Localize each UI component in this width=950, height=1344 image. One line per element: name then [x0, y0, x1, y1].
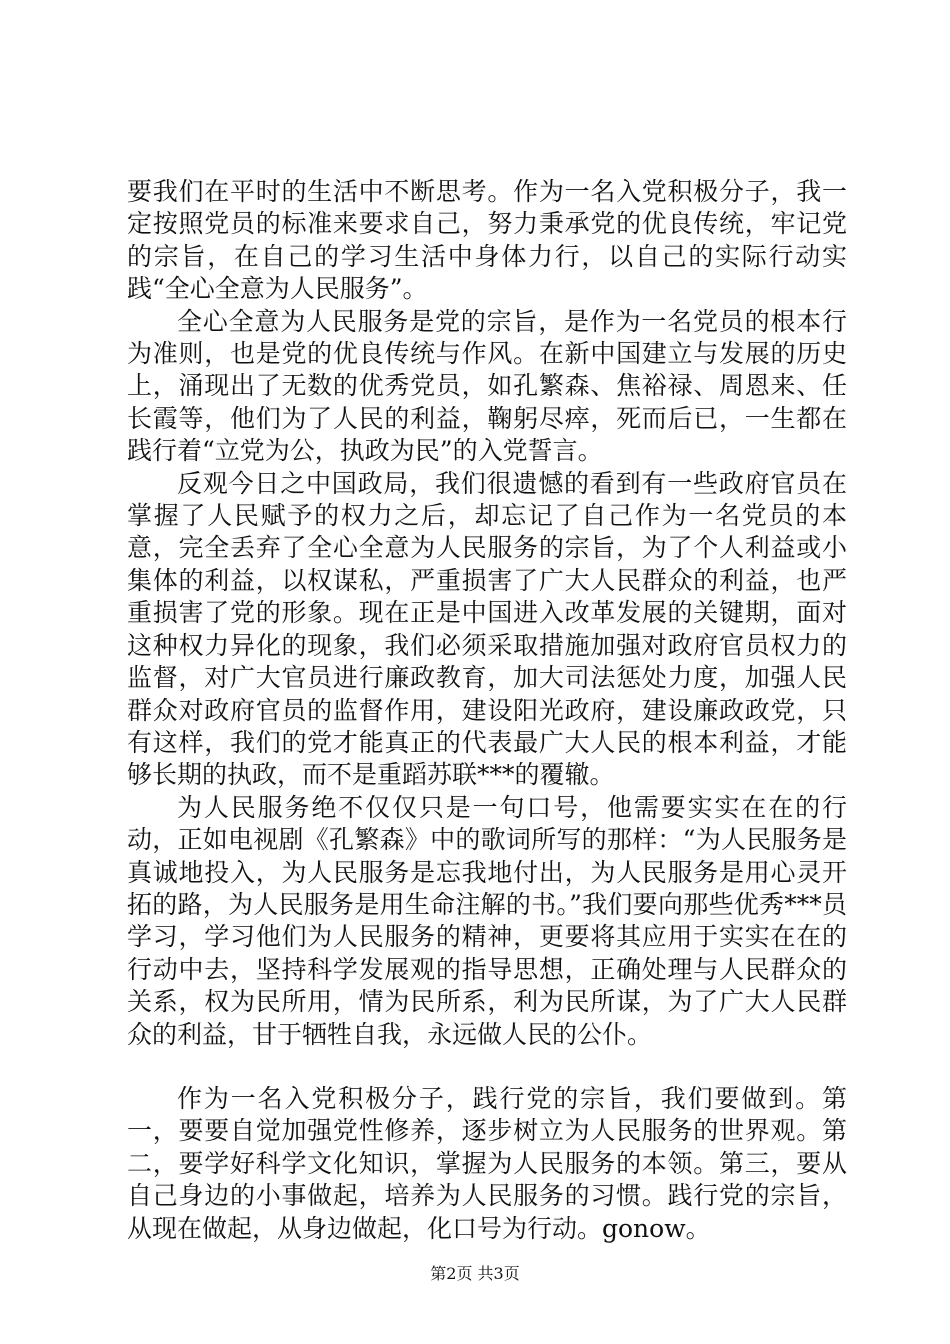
page-footer: 第2页 共3页: [430, 1264, 520, 1283]
paragraph-1: 要我们在平时的生活中不断思考。作为一名入党积极分子，我一定按照党员的标准来要求自己，努力秉承党的优良传统，牢记党的宗旨，在自己的学习生活中身体力行，以自己的实际行动实践“全心全意为人民服务”。: [127, 177, 847, 304]
paragraph-5: 作为一名入党积极分子，践行党的宗旨，我们要做到。第一，要要自觉加强党性修养，逐步树立为人民服务的世界观。第二，要学好科学文化知识，掌握为人民服务的本领。第三，要从自己身边的小事做起，培养为人民服务的习惯。践行党的宗旨，从现在做起，从身边做起，化口号为行动。gonow。: [127, 1083, 847, 1243]
paragraph-2: 全心全意为人民服务是党的宗旨，是作为一名党员的根本行为准则，也是党的优良传统与作风。在新中国建立与发展的历史上，涌现出了无数的优秀党员，如孔繁森、焦裕禄、周恩来、任长霞等，他们为了人民的利益，鞠躬尽瘁，死而后已，一生都在践行着“立党为公，执政为民”的入党誓言。: [127, 306, 847, 466]
paragraph-3: 反观今日之中国政局，我们很遗憾的看到有一些政府官员在掌握了人民赋予的权力之后，却忘记了自己作为一名党员的本意，完全丢弃了全心全意为人民服务的宗旨，为了个人利益或小集体的利益，以权谋私，严重损害了广大人民群众的利益，也严重损害了党的形象。现在正是中国进入改革发展的关键期，面对这种权力异化的现象，我们必须采取措施加强对政府官员权力的监督，对广大官员进行廉政教育，加大司法惩处力度，加强人民群众对政府官员的监督作用，建设阳光政府，建设廉政政党，只有这样，我们的党才能真正的代表最广大人民的根本利益，才能够长期的执政，而不是重蹈苏联***的覆辙。: [127, 468, 847, 790]
document-body: [127, 176, 847, 1245]
paragraph-4: 为人民服务绝不仅仅只是一句口号，他需要实实在在的行动，正如电视剧《孔繁森》中的歌词所写的那样：“为人民服务是真诚地投入，为人民服务是忘我地付出，为人民服务是用心灵开拓的路，为人民服务是用生命注解的书。”我们要向那些优秀***员学习，学习他们为人民服务的精神，更要将其应用于实实在在的行动中去，坚持科学发展观的指导思想，正确处理与人民群众的关系，权为民所用，情为民所系，利为民所谋，为了广大人民群众的利益，甘于牺牲自我，永远做人民的公仆。: [127, 792, 847, 1049]
